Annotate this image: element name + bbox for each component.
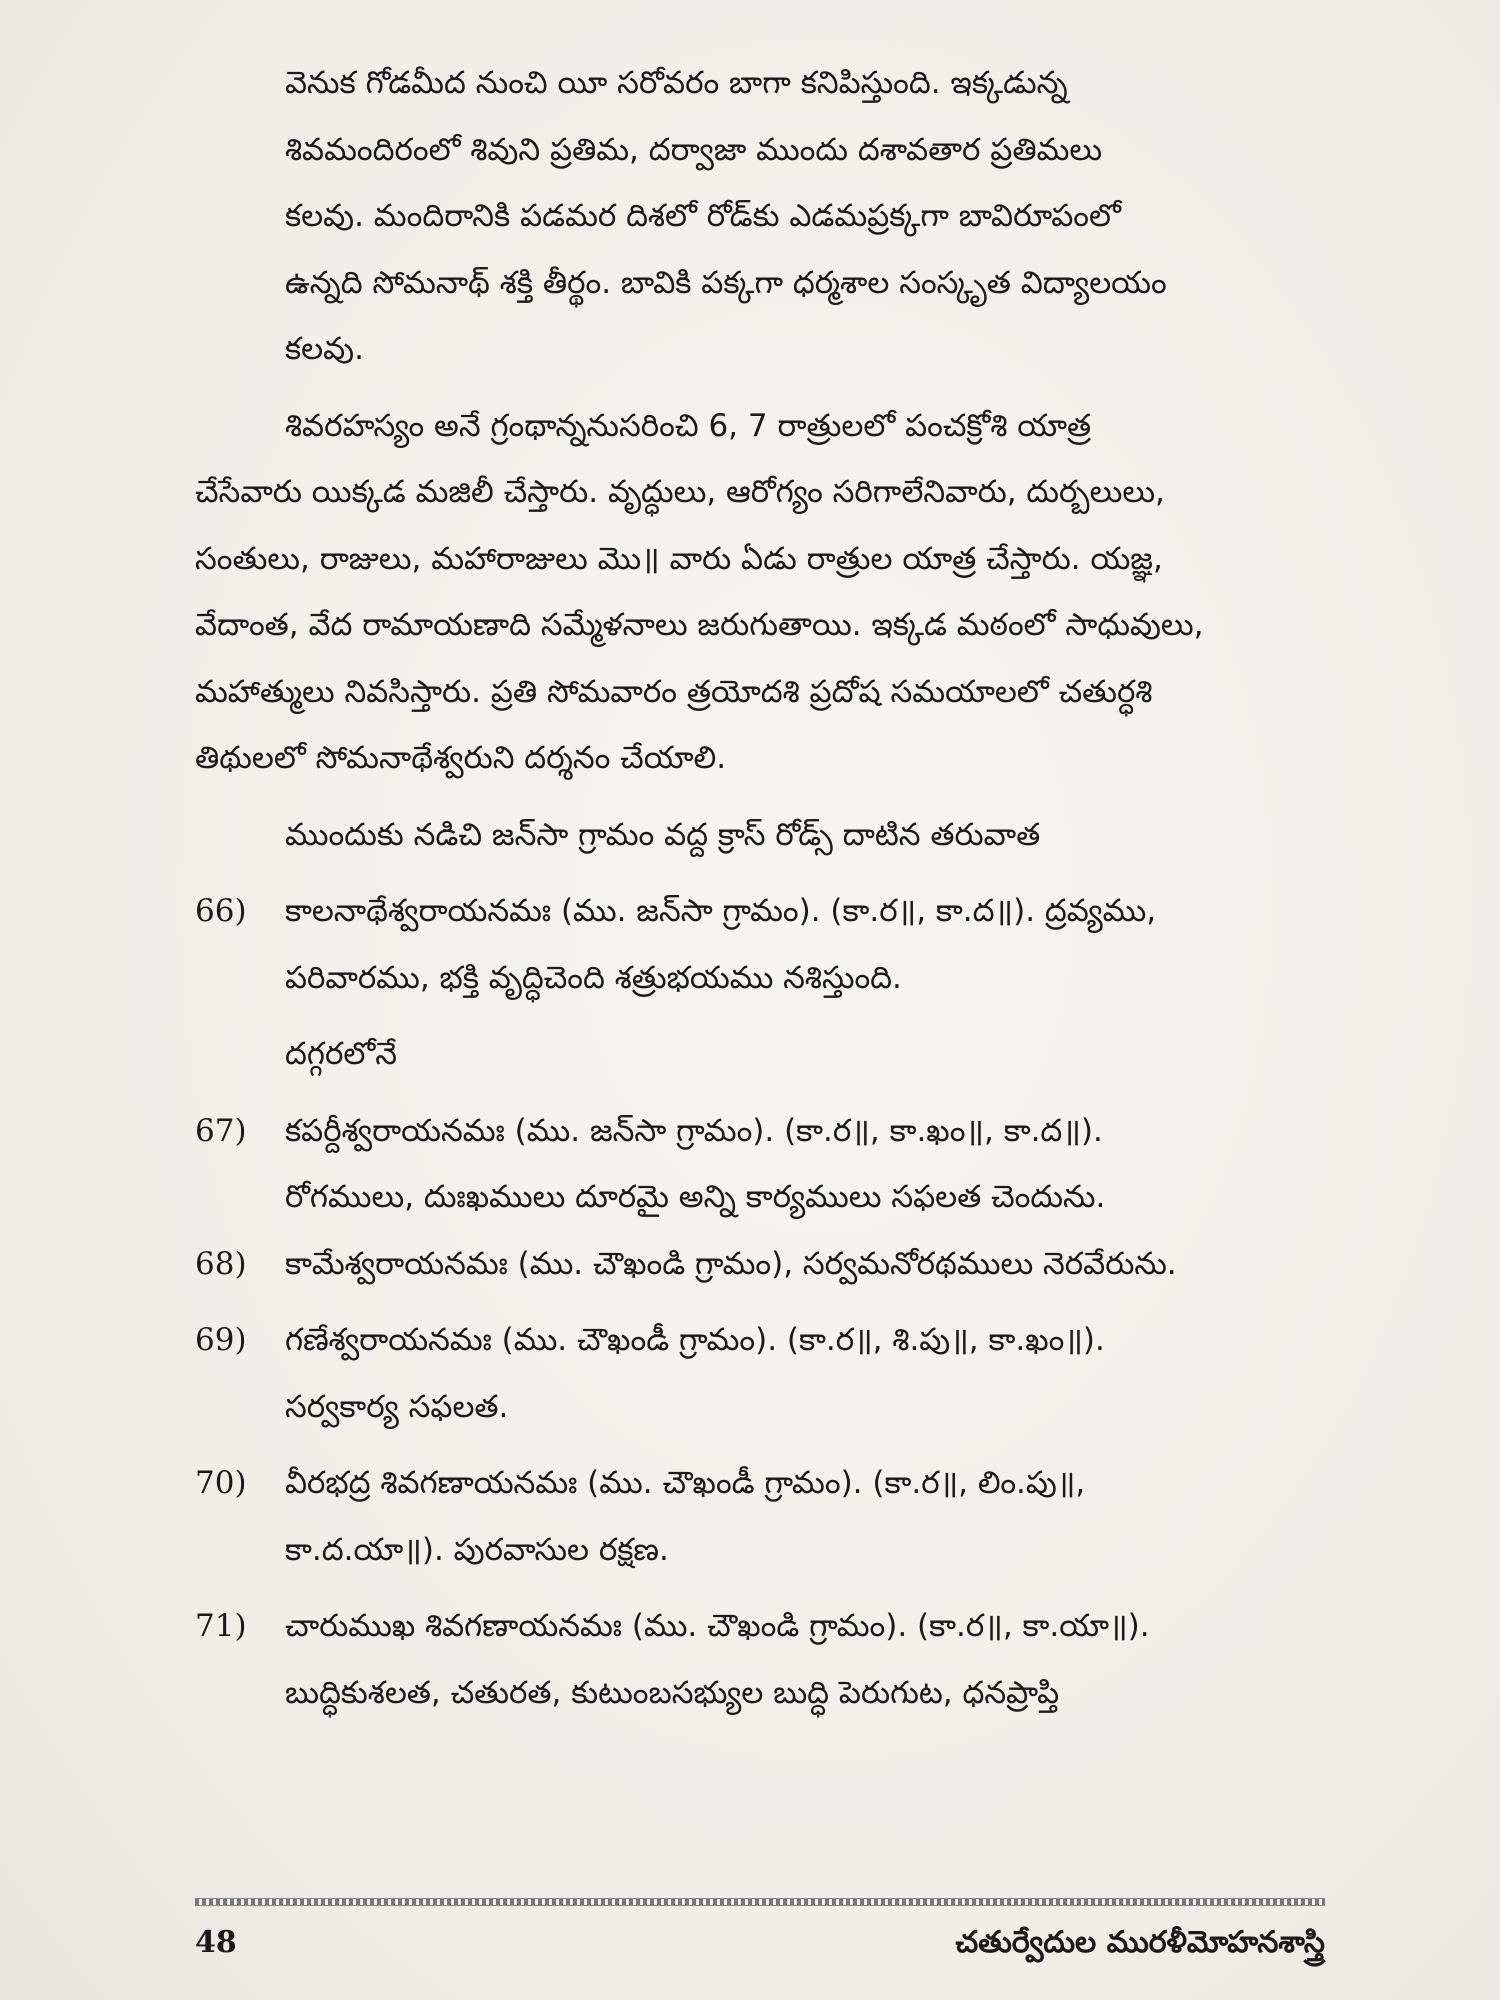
text-line: సంతులు, రాజులు, మహారాజులు మొ॥ వారు ఏడు రాత్రుల యాత్ర చేస్తారు. యజ్ఞ, [195, 540, 1163, 577]
entry-number: 69) [195, 1322, 247, 1358]
entry-line: రోగములు, దుఃఖములు దూరమై అన్ని కార్యములు సఫలత చెందును. [285, 1179, 1106, 1215]
text-line: వేదాంత, వేద రామాయణాది సమ్మేళనాలు జరుగుతాయి. ఇక్కడ మఠంలో సాధువులు, [195, 607, 1204, 643]
entry-line: బుద్ధికుశలత, చతురత, కుటుంబసభ్యుల బుద్ధి పెరుగుట, ధనప్రాప్తి [285, 1674, 1060, 1711]
entry-number: 66) [195, 893, 247, 929]
text-line: వెనుక గోడమీద నుంచి యీ సరోవరం బాగా కనిపిస్తుంది. ఇక్కడున్న [285, 65, 1068, 101]
text-line: చేసేవారు యిక్కడ మజిలీ చేస్తారు. వృద్ధులు, ఆరోగ్యం సరిగాలేనివారు, దుర్బలులు, [195, 474, 1165, 510]
entry-number: 68) [195, 1245, 247, 1282]
text-line: తిథులలో సోమనాథేశ్వరుని దర్శనం చేయాలి. [195, 740, 727, 776]
paragraph-directions: ముందుకు నడిచి జన్‌సా గ్రామం వద్ద క్రాస్ రోడ్స్ దాటిన తరువాత [285, 816, 1041, 853]
near-note: దగ్గరలోనే [285, 1036, 398, 1072]
entry-line: కపర్దీశ్వరాయనమః (ము. జన్‌సా గ్రామం). (కా.ర॥, కా.ఖం॥, కా.ద॥). [285, 1112, 1103, 1149]
list-item-67 [195, 1098, 1325, 1231]
entry-line: పరివారము, భక్తి వృద్ధిచెంది శత్రుభయము నశిస్తుంది. [285, 959, 902, 996]
entry-number: 67) [195, 1112, 247, 1149]
text-line: కలవు. మందిరానికి పడమర దిశలో రోడ్‌కు ఎడమప్రక్కగా బావిరూపంలో [285, 198, 1121, 234]
paragraph-temple [195, 50, 1325, 383]
entry-line: సర్వకార్య సఫలత. [285, 1388, 509, 1425]
entry-line: వీరభద్ర శివగణాయనమః (ము. చౌఖండీ గ్రామం). (కా.ర॥, లిం.పు॥, [285, 1465, 1086, 1501]
page-number: 48 [195, 1925, 237, 1960]
text-line: ఉన్నది సోమనాథ్ శక్తి తీర్థం. బావికి పక్కగా ధర్మశాల సంస్కృత విద్యాలయం [285, 264, 1167, 301]
paragraph-shivarahasyam [195, 393, 1325, 792]
list-item-69 [195, 1307, 1325, 1440]
text-line: శివరహస్యం అనే గ్రంథాన్ననుసరించి 6, 7 రాత్రులలో పంచక్రోశి యాత్ర [285, 407, 1092, 444]
entry-line: చారుముఖ శివగణాయనమః (ము. చౌఖండి గ్రామం). (కా.ర॥, కా.యా॥). [285, 1608, 1150, 1644]
text-line: మహాత్ములు నివసిస్తారు. ప్రతి సోమవారం త్రయోదశి ప్రదోష సమయాలలో చతుర్ధశి [195, 673, 1153, 710]
entry-line: కాలనాథేశ్వరాయనమః (ము. జన్‌సా గ్రామం). (కా.ర॥, కా.ద॥). ద్రవ్యము, [285, 893, 1157, 929]
list-item-66 [195, 878, 1325, 1011]
list-item-71 [195, 1593, 1325, 1726]
text-line: కలవు. [285, 331, 364, 367]
entry-number: 71) [195, 1608, 247, 1644]
list-item-68 [195, 1231, 1325, 1298]
list-item-70 [195, 1450, 1325, 1583]
entry-line: కా.ద.యా॥). పురవాసుల రక్షణ. [285, 1531, 669, 1568]
entry-number: 70) [195, 1465, 247, 1501]
entry-line: గణేశ్వరాయనమః (ము. చౌఖండీ గ్రామం). (కా.ర॥, శి.పు॥, కా.ఖం॥). [285, 1322, 1105, 1358]
footer-divider [195, 1898, 1325, 1906]
page-body [195, 50, 1325, 1726]
running-footer-author: చతుర్వేదుల మురళీమోహనశాస్త్రి [955, 1925, 1325, 1960]
entry-line: కామేశ్వరాయనమః (ము. చౌఖండి గ్రామం), సర్వమనోరథములు నెరవేరును. [285, 1245, 1177, 1282]
text-line: శివమందిరంలో శివుని ప్రతిమ, దర్వాజా ముందు దశావతార ప్రతిమలు [285, 131, 1103, 168]
